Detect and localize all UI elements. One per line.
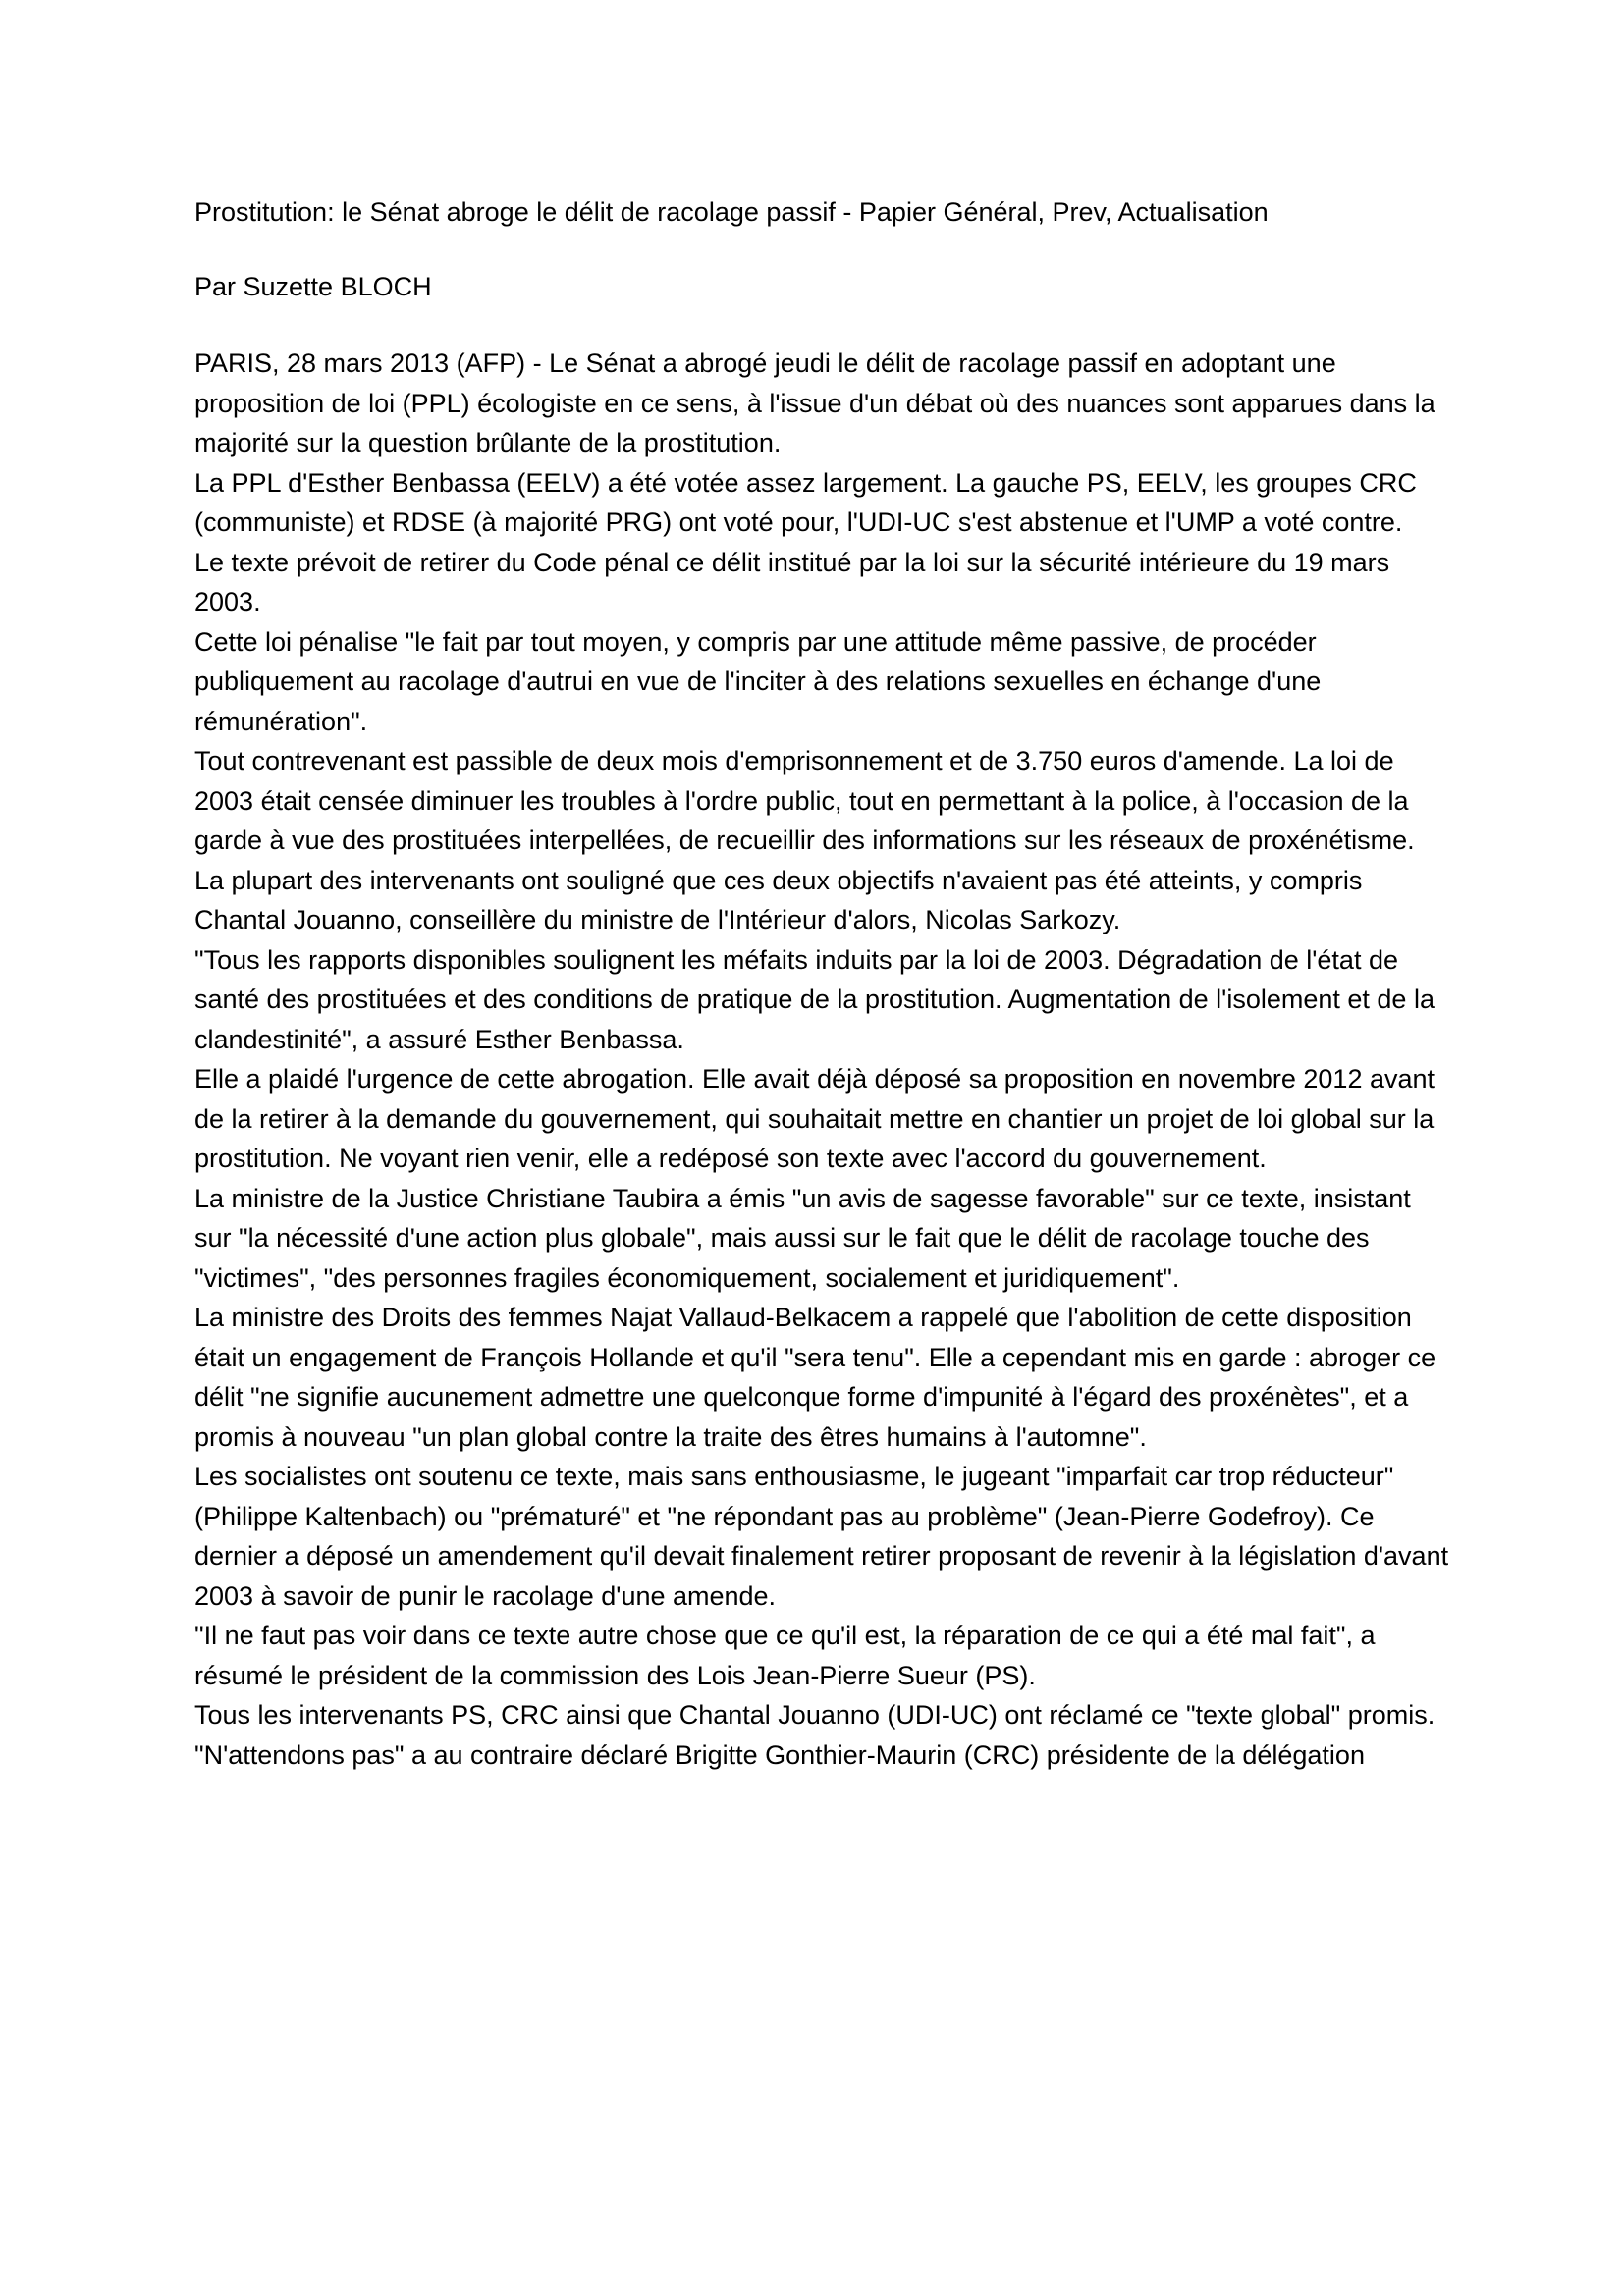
paragraph-13: Tous les intervenants PS, CRC ainsi que Chantal Jouanno (UDI-UC) ont réclamé ce "texte global" promis. (194, 1700, 1435, 1730)
paragraph-12: "Il ne faut pas voir dans ce texte autre chose que ce qu'il est, la réparation de ce qui a été mal fait", a résumé le président de la commission des Lois Jean-Pierre Sueur (PS). (194, 1621, 1376, 1690)
document-title: Prostitution: le Sénat abroge le délit de racolage passif - Papier Général, Prev, Actualisation (194, 197, 1269, 227)
paragraph-4: Cette loi pénalise "le fait par tout moyen, y compris par une attitude même passive, de procéder publiquement au racolage d'autrui en vue de l'inciter à des relations sexuelles en échange d'une rémunération". (194, 626, 1322, 736)
paragraph-9: La ministre de la Justice Christiane Taubira a émis "un avis de sagesse favorable" sur ce texte, insistant sur "la nécessité d'une action plus globale", mais aussi sur le fait que le délit de racolage touche des "victimes", "des personnes fragiles économiquement, socialement et juridiquement". (194, 1183, 1411, 1293)
paragraph-5: Tout contrevenant est passible de deux mois d'emprisonnement et de 3.750 euros d'amende. La loi de 2003 était censée diminuer les troubles à l'ordre public, tout en permettant à la police, à l'occasion de la garde à vue des prostituées interpellées, de recueillir des informations sur les réseaux de proxénétisme. (194, 746, 1415, 855)
paragraph-11: Les socialistes ont soutenu ce texte, mais sans enthousiasme, le jugeant "imparfait car trop réducteur" (Philippe Kaltenbach) ou "prématuré" et "ne répondant pas au problème" (Jean-Pierre Godefroy). Ce dernier a déposé un amendement qu'il devait finalement retirer proposant de revenir à la législation d'avant 2003 à savoir de punir le racolage d'une amende. (194, 1462, 1449, 1611)
paragraph-6: La plupart des intervenants ont souligné que ces deux objectifs n'avaient pas été atteints, y compris Chantal Jouanno, conseillère du ministre de l'Intérieur d'alors, Nicolas Sarkozy. (194, 865, 1363, 934)
document-body (194, 192, 1451, 1775)
paragraph-1: PARIS, 28 mars 2013 (AFP) - Le Sénat a abrogé jeudi le délit de racolage passif en adoptant une proposition de loi (PPL) écologiste en ce sens, à l'issue d'un débat où des nuances sont apparues dans la majorité sur la question brûlante de la prostitution. (194, 348, 1435, 457)
paragraph-14: "N'attendons pas" a au contraire déclaré Brigitte Gonthier-Maurin (CRC) présidente de la délégation (194, 1739, 1365, 1770)
paragraph-8: Elle a plaidé l'urgence de cette abrogation. Elle avait déjà déposé sa proposition en novembre 2012 avant de la retirer à la demande du gouvernement, qui souhaitait mettre en chantier un projet de loi global sur la prostitution. Ne voyant rien venir, elle a redéposé son texte avec l'accord du gouvernement. (194, 1064, 1435, 1173)
paragraph-10: La ministre des Droits des femmes Najat Vallaud-Belkacem a rappelé que l'abolition de cette disposition était un engagement de François Hollande et qu'il "sera tenu". Elle a cependant mis en garde : abroger ce délit "ne signifie aucunement admettre une quelconque forme d'impunité à l'égard des proxénètes", et a promis à nouveau "un plan global contre la traite des êtres humains à l'automne". (194, 1303, 1436, 1452)
paragraph-3: Le texte prévoit de retirer du Code pénal ce délit institué par la loi sur la sécurité intérieure du 19 mars 2003. (194, 547, 1390, 616)
paragraph-2: La PPL d'Esther Benbassa (EELV) a été votée assez largement. La gauche PS, EELV, les groupes CRC (communiste) et RDSE (à majorité PRG) ont voté pour, l'UDI-UC s'est abstenue et l'UMP a voté contre. (194, 467, 1417, 537)
paragraph-7: "Tous les rapports disponibles soulignent les méfaits induits par la loi de 2003. Dégradation de l'état de santé des prostituées et des conditions de pratique de la prostitution. Augmentation de l'isolement et de la clandestinité", a assuré Esther Benbassa. (194, 944, 1435, 1054)
byline: Par Suzette BLOCH (194, 272, 432, 301)
